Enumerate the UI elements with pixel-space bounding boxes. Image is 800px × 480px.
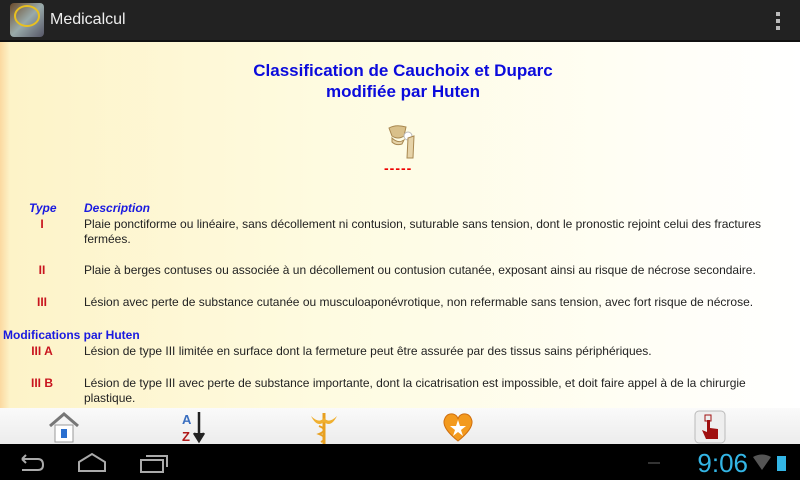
caduceus-icon (309, 410, 339, 444)
wifi-icon (752, 454, 772, 472)
favorites-button[interactable] (440, 410, 476, 444)
battery-icon (777, 453, 786, 471)
notification-indicator (648, 462, 660, 464)
description-cell: Lésion de type III limitée en surface dont la fermeture peut être assurée par des tissus sains périphériques. (84, 344, 652, 358)
alphabetical-index-button[interactable] (178, 410, 214, 444)
description-cell: Lésion de type III avec perte de substance importante, dont la cicatrisation est impossible, et doit faire appel à de la chirurgie plastique. (84, 376, 746, 405)
description-cell: Plaie ponctiforme ou linéaire, sans décollement ni contusion, suturable sans tension, dont le pronostic rejoint celui des fractures fermées. (84, 217, 762, 246)
heart-star-icon (441, 411, 475, 443)
touch-button[interactable] (692, 410, 728, 444)
separator: ----- (384, 160, 413, 176)
overflow-menu-icon[interactable] (776, 12, 780, 30)
action-bar (0, 0, 800, 42)
type-cell: III (36, 295, 47, 309)
description-header: Description (84, 201, 151, 215)
type-header: Type (29, 201, 57, 215)
svg-text:A: A (182, 412, 192, 427)
recent-apps-icon[interactable] (138, 452, 170, 474)
description-cell: Plaie à berges contuses ou associée à un décollement ou contusion cutanée, exposant ainsi au risque de nécrose secondaire. (84, 263, 756, 277)
home-button[interactable] (46, 410, 82, 444)
type-cell: III A (31, 344, 53, 358)
section-heading: Modifications par Huten (3, 328, 140, 342)
bottom-toolbar (0, 408, 800, 444)
sort-az-icon (179, 410, 213, 444)
description-cell: Lésion avec perte de substance cutanée ou musculoaponévrotique, non refermable sans tension, avec fort risque de nécrose. (84, 295, 754, 309)
type-cell: II (38, 263, 46, 277)
page-title: Classification de Cauchoix et Duparc modifiée par Huten (253, 61, 553, 101)
svg-text:Z: Z (182, 429, 190, 444)
app-title: Medicalcul (50, 11, 126, 28)
back-icon[interactable] (16, 452, 46, 474)
home-nav-icon[interactable] (76, 452, 108, 474)
home-icon (47, 411, 81, 443)
content-area[interactable] (0, 42, 800, 408)
hip-bone-icon (386, 124, 420, 160)
type-cell: I (40, 217, 44, 231)
caduceus-button[interactable] (306, 410, 342, 444)
system-nav-bar (0, 444, 800, 480)
touch-hand-icon (694, 410, 726, 444)
app-logo-icon[interactable] (10, 3, 44, 37)
type-cell: III B (30, 376, 53, 390)
clock: 9:06 (697, 448, 748, 478)
